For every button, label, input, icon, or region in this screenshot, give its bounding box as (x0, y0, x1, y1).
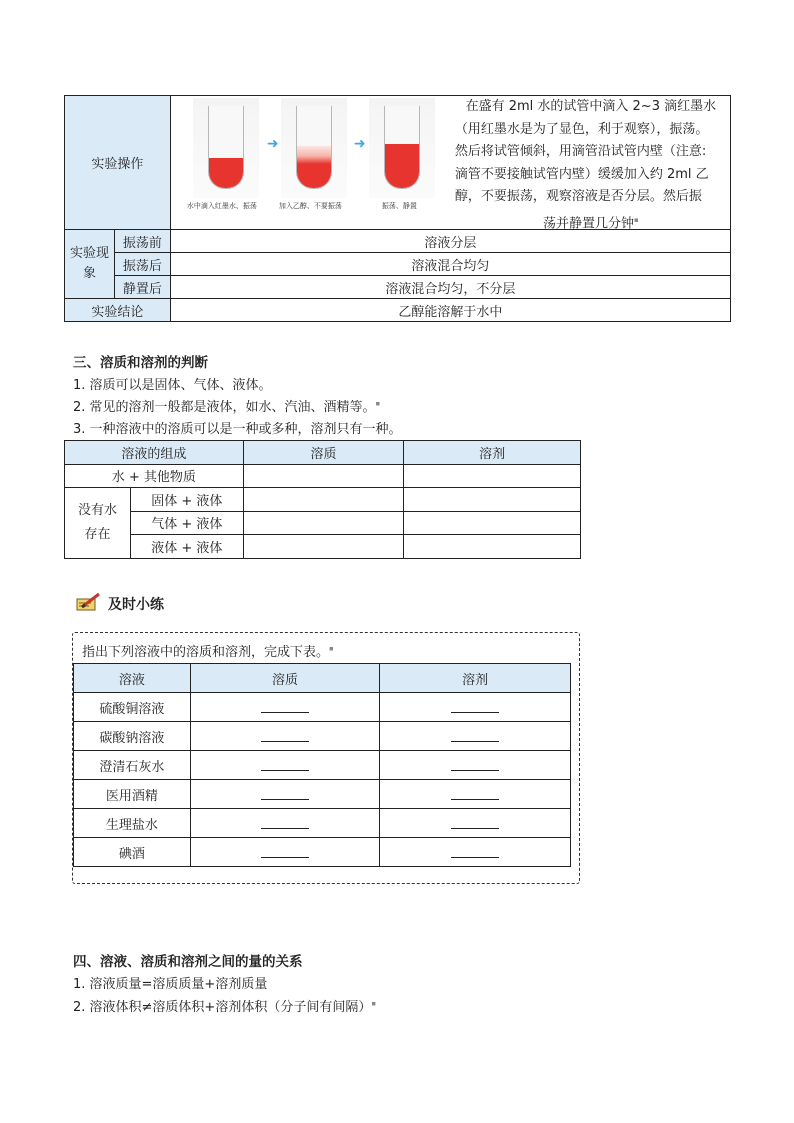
solute-answer-cell (190, 693, 380, 722)
solvent-answer-cell (380, 838, 571, 867)
section-3-title: 三、溶质和溶剂的判断 (73, 355, 208, 371)
practice-instruction: 指出下列溶液中的溶质和溶剂，完成下表。▪ (82, 644, 334, 660)
table-header: 溶质 (190, 664, 380, 693)
solute-blank[interactable] (261, 727, 309, 742)
table-row-label: 液体 + 液体 (130, 535, 243, 559)
operation-label: 实验操作 (65, 96, 171, 230)
solution-name: 硫酸铜溶液 (74, 693, 191, 722)
solution-name: 生理盐水 (74, 809, 191, 838)
table-header: 溶质 (243, 441, 404, 465)
solution-name: 碳酸钠溶液 (74, 722, 191, 751)
empty-cell (243, 535, 404, 559)
empty-cell (243, 488, 404, 512)
solution-name: 澄清石灰水 (74, 751, 191, 780)
pencil-notebook-icon (76, 592, 102, 612)
operation-line: 醇，不要振荡，观察溶液是否分层。然后振 (454, 189, 702, 204)
solvent-blank[interactable] (451, 785, 499, 800)
table-header: 溶剂 (380, 664, 571, 693)
solute-answer-cell (190, 780, 380, 809)
solute-blank[interactable] (261, 785, 309, 800)
table-row-label: 气体 + 液体 (130, 511, 243, 535)
table-header: 溶液的组成 (65, 441, 244, 465)
operation-cell (170, 96, 730, 230)
solute-blank[interactable] (261, 843, 309, 858)
caption-3: 振荡、静置 (381, 202, 417, 210)
practice-title: 及时小练 (108, 597, 164, 613)
phenomenon-step: 振荡后 (114, 253, 170, 276)
table-row-label: 水 + 其他物质 (65, 464, 244, 488)
solvent-answer-cell (380, 751, 571, 780)
operation-description (455, 96, 727, 235)
solvent-answer-cell (380, 809, 571, 838)
caption-2: 加入乙醇、不要振荡 (278, 202, 342, 210)
empty-cell (243, 464, 404, 488)
solvent-blank[interactable] (451, 814, 499, 829)
arrow-icon: ➜ (353, 136, 366, 152)
solvent-blank[interactable] (451, 843, 499, 858)
solute-blank[interactable] (261, 756, 309, 771)
section-3-item: 3. 一种溶液中的溶质可以是一种或多种，溶剂只有一种。 (73, 422, 402, 437)
operation-line: （用红墨水是为了显色，利于观察），振荡。 (454, 121, 709, 137)
solution-name: 医用酒精 (74, 780, 191, 809)
solvent-blank[interactable] (451, 727, 499, 742)
empty-cell (404, 511, 581, 535)
solute-blank[interactable] (261, 814, 309, 829)
section-3-item: 1. 溶质可以是固体、气体、液体。 (73, 378, 272, 393)
experiment-table (64, 95, 731, 322)
phenomenon-result: 溶液混合均匀 (170, 253, 730, 276)
solute-blank[interactable] (261, 698, 309, 713)
section-3-item: 2. 常见的溶剂一般都是液体，如水、汽油、酒精等。▪ (73, 399, 381, 415)
solute-answer-cell (190, 809, 380, 838)
caption-1: 水中滴入红墨水、振荡 (186, 202, 257, 210)
empty-cell (243, 511, 404, 535)
phenomenon-result: 溶液混合均匀，不分层 (170, 276, 730, 299)
solvent-answer-cell (380, 693, 571, 722)
table-row-label: 固体 + 液体 (130, 488, 243, 512)
conclusion-label: 实验结论 (65, 299, 171, 322)
test-tube-image-2 (281, 98, 347, 198)
empty-cell (404, 464, 581, 488)
section-4-item: 1. 溶液质量=溶质质量+溶剂质量 (73, 977, 268, 992)
operation-line: 荡并静置几分钟▪ (542, 215, 639, 231)
phenomenon-label: 实验现象 (65, 230, 115, 299)
operation-line: 在盛有 2ml 水的试管中滴入 2~3 滴红墨水 (465, 99, 717, 114)
section-4-item: 2. 溶液体积≠溶质体积+溶剂体积（分子间有间隔）▪ (73, 999, 377, 1015)
solvent-blank[interactable] (451, 756, 499, 771)
solvent-blank[interactable] (451, 698, 499, 713)
table-header: 溶剂 (404, 441, 581, 465)
phenomenon-step: 振荡前 (114, 230, 170, 253)
test-tube-image-3 (369, 98, 435, 198)
table-header: 溶液 (74, 664, 191, 693)
solvent-answer-cell (380, 780, 571, 809)
test-tube-image-1 (193, 98, 259, 198)
arrow-icon: ➜ (266, 136, 279, 152)
solute-answer-cell (190, 838, 380, 867)
empty-cell (404, 535, 581, 559)
practice-table (73, 663, 571, 867)
solvent-answer-cell (380, 722, 571, 751)
operation-line: 然后将试管倾斜，用滴管沿试管内壁（注意: (454, 144, 707, 159)
phenomenon-step: 静置后 (114, 276, 170, 299)
operation-line: 滴管不要接触试管内壁）缓缓加入约 2ml 乙 (454, 166, 709, 182)
phenomenon-result: 溶液分层 (170, 230, 730, 253)
solute-answer-cell (190, 722, 380, 751)
solution-name: 碘酒 (74, 838, 191, 867)
solute-answer-cell (190, 751, 380, 780)
conclusion-text: 乙醇能溶解于水中 (170, 299, 730, 322)
section-4-title: 四、溶液、溶质和溶剂之间的量的关系 (73, 954, 303, 970)
solute-solvent-table (64, 440, 581, 559)
group-label: 没有水存在 (65, 488, 131, 559)
empty-cell (404, 488, 581, 512)
